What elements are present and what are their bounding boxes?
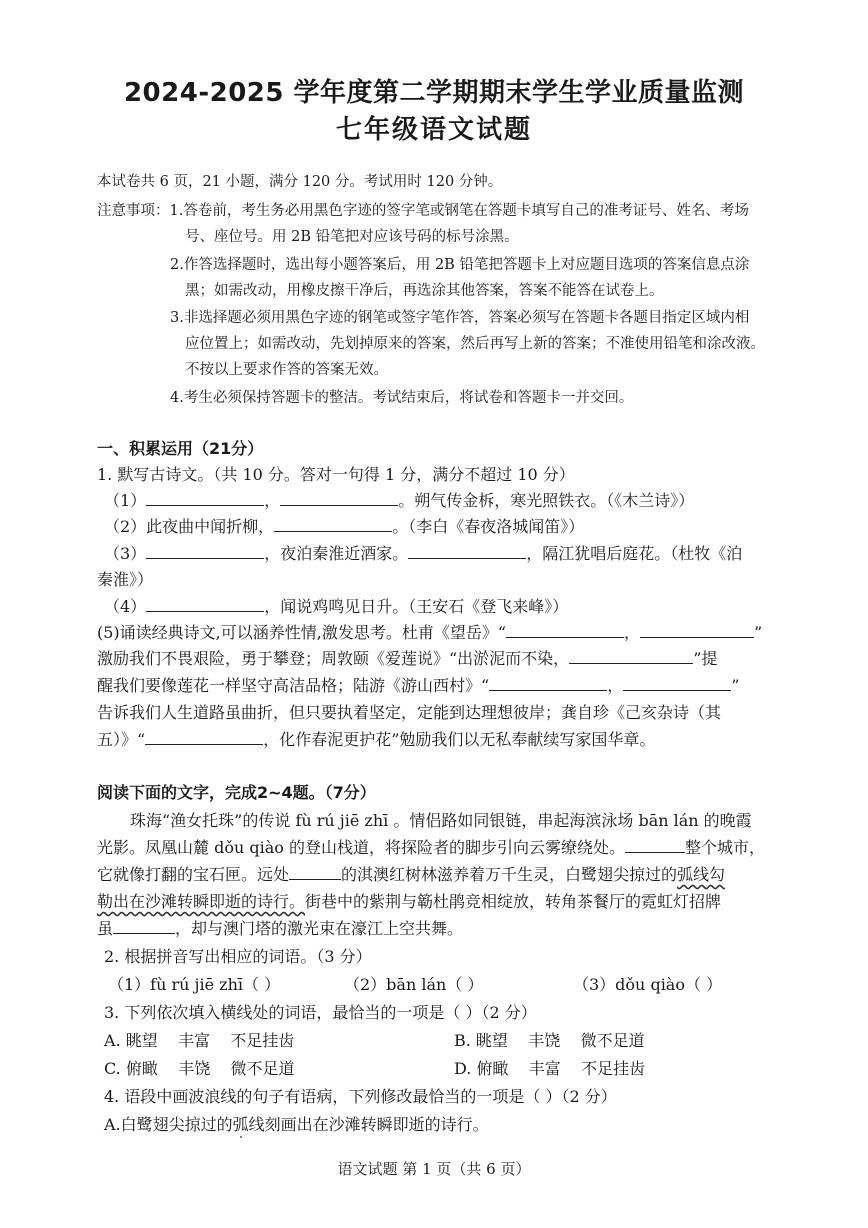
note-3: 3.非选择题必须用黑色字迹的钢笔或签字笔作答，答案必须写在答题卡各题目指定区域内相 <box>170 310 750 326</box>
question-3-option-b: B. 眺望 丰饶 微不足道 <box>454 1031 645 1050</box>
note-3-cont: 应位置上；如需改动，先划掉原来的答案，然后再写上新的答案；不准使用铅笔和涂改液。 <box>185 336 765 352</box>
question-1-5-line-4: 告诉我们人生道路虽曲折，但只要执着坚定，定能到达理想彼岸；龚自珍《己亥杂诗（其 <box>97 703 722 722</box>
answer-blank <box>146 491 264 506</box>
wavy-sentence: 弧线勾 <box>677 865 726 884</box>
question-2-stem: 2. 根据拼音写出相应的词语。（3 分） <box>104 947 372 966</box>
page-footer: 语文试题 第 1 页（共 6 页） <box>337 1160 531 1178</box>
answer-blank <box>569 649 693 664</box>
question-1-5: (5)诵读经典诗文,可以涵养性情,激发思考。杜甫《望岳》“ ， ” <box>97 623 763 642</box>
question-1-3-cont: 秦淮》） <box>97 570 154 589</box>
question-1-5-line-5: 五）》“ ，化作春泥更护花”勉励我们以无私奉献续写家国华章。 <box>97 730 656 749</box>
question-3-option-a: A. 眺望 丰富 不足挂齿 <box>104 1031 295 1050</box>
answer-blank <box>625 838 685 853</box>
answer-blank <box>489 676 607 691</box>
intro-text: 本试卷共 6 页，21 小题，满分 120 分。考试用时 120 分钟。 <box>97 174 503 190</box>
note-1: 1.答卷前，考生务必用黑色字迹的签字笔或钢笔在答题卡填写自己的准考证号、姓名、考场 <box>169 203 749 219</box>
question-4-option-a: A.白鹭翅尖掠过的弧线刻画出在沙滩转瞬即逝的诗行。 <box>104 1115 489 1134</box>
exam-subtitle: 七年级语文试题 <box>335 115 532 145</box>
answer-blank <box>146 597 264 612</box>
answer-blank <box>146 544 264 559</box>
exam-title: 2024-2025 学年度第二学期期末学生学业质量监测 <box>123 78 745 108</box>
answer-blank <box>280 491 398 506</box>
reading-passage-line-2: 光影。凤凰山麓 dǒu qiào 的登山栈道，将探险者的脚步引向云雾缭绕处。 整个城市， <box>97 838 765 857</box>
reading-heading: 阅读下面的文字，完成2~4题。（7分） <box>97 783 376 802</box>
note-1-cont: 号、座位号。用 2B 铅笔把对应该号码的标号涂黑。 <box>185 229 519 245</box>
notes-label: 注意事项： <box>97 203 170 219</box>
question-1-5-line-3: 醒我们要像莲花一样坚守高洁品格；陆游《游山西村》“ ， ” <box>97 676 740 695</box>
question-1-1: （1） ， 。朔气传金柝，寒光照铁衣。（《木兰诗》） <box>104 491 695 510</box>
question-2-item-1: （1）fù rú jiē zhī（ ） <box>108 975 281 994</box>
note-2-cont: 黑；如需改动，用橡皮擦干净后，再选涂其他答案，答案不能答在试卷上。 <box>185 283 664 299</box>
answer-blank <box>623 676 731 691</box>
section-1-heading: 一、积累运用（21分） <box>97 439 264 458</box>
print-speck <box>240 1136 242 1138</box>
answer-blank <box>289 865 341 880</box>
question-4-stem: 4. 语段中画波浪线的句子有语病，下列修改最恰当的一项是（ ）（2 分） <box>104 1087 617 1106</box>
reading-passage-line-4: 勒出在沙滩转瞬即逝的诗行。街巷中的紫荆与簕杜鹃竞相绽放，转角茶餐厅的霓虹灯招牌 <box>97 892 722 911</box>
question-1-3: （3） ，夜泊秦淮近酒家。 ，隔江犹唱后庭花。（杜牧《泊 <box>104 544 743 563</box>
question-2-item-3: （3）dǒu qiào（ ） <box>573 975 723 994</box>
reading-passage-line-1: 珠海“渔女托珠”的传说 fù rú jiē zhī 。情侣路如同银链，串起海滨泳场 bān lán 的晚霞 <box>130 811 752 830</box>
notes-line-1 <box>97 199 749 220</box>
reading-passage-line-3: 它就像打翻的宝石匣。远处 的淇澳红树林滋养着万千生灵，白鹭翅尖掠过的弧线勾 <box>97 865 726 884</box>
answer-blank <box>145 730 263 745</box>
note-2: 2.作答选择题时，选出每小题答案后，用 2B 铅笔把答题卡上对应题目选项的答案信息点涂 <box>170 257 750 273</box>
question-1-4: （4） ，闻说鸡鸣见日升。（王安石《登飞来峰》） <box>104 597 569 616</box>
answer-blank <box>113 919 175 934</box>
question-1-stem: 1. 默写古诗文。（共 10 分。答对一句得 1 分，满分不超过 10 分） <box>97 465 575 484</box>
question-1-5-line-2: 激励我们不畏艰险，勇于攀登；周敦颐《爱莲说》“出淤泥而不染， ”提 <box>97 649 718 668</box>
wavy-sentence: 勒出在沙滩转瞬即逝的诗行。 <box>97 892 306 911</box>
question-3-option-c: C. 俯瞰 丰饶 微不足道 <box>104 1059 295 1078</box>
answer-blank <box>640 623 754 638</box>
question-3-option-d: D. 俯瞰 丰富 不足挂齿 <box>454 1059 646 1078</box>
note-4: 4.考生必须保持答题卡的整洁。考试结束后，将试卷和答题卡一并交回。 <box>170 390 634 406</box>
answer-blank <box>274 517 392 532</box>
question-1-2: （2）此夜曲中闻折柳， 。（李白《春夜洛城闻笛》） <box>104 517 585 536</box>
question-3-stem: 3. 下列依次填入横线处的词语，最恰当的一项是（ ）（2 分） <box>104 1003 537 1022</box>
answer-blank <box>506 623 624 638</box>
note-3-cont-2: 不按以上要求作答的答案无效。 <box>185 362 388 378</box>
reading-passage-line-5: 虽 ，却与澳门塔的激光束在濠江上空共舞。 <box>97 919 464 938</box>
question-2-item-2: （2）bān lán（ ） <box>344 975 484 994</box>
answer-blank <box>408 544 526 559</box>
